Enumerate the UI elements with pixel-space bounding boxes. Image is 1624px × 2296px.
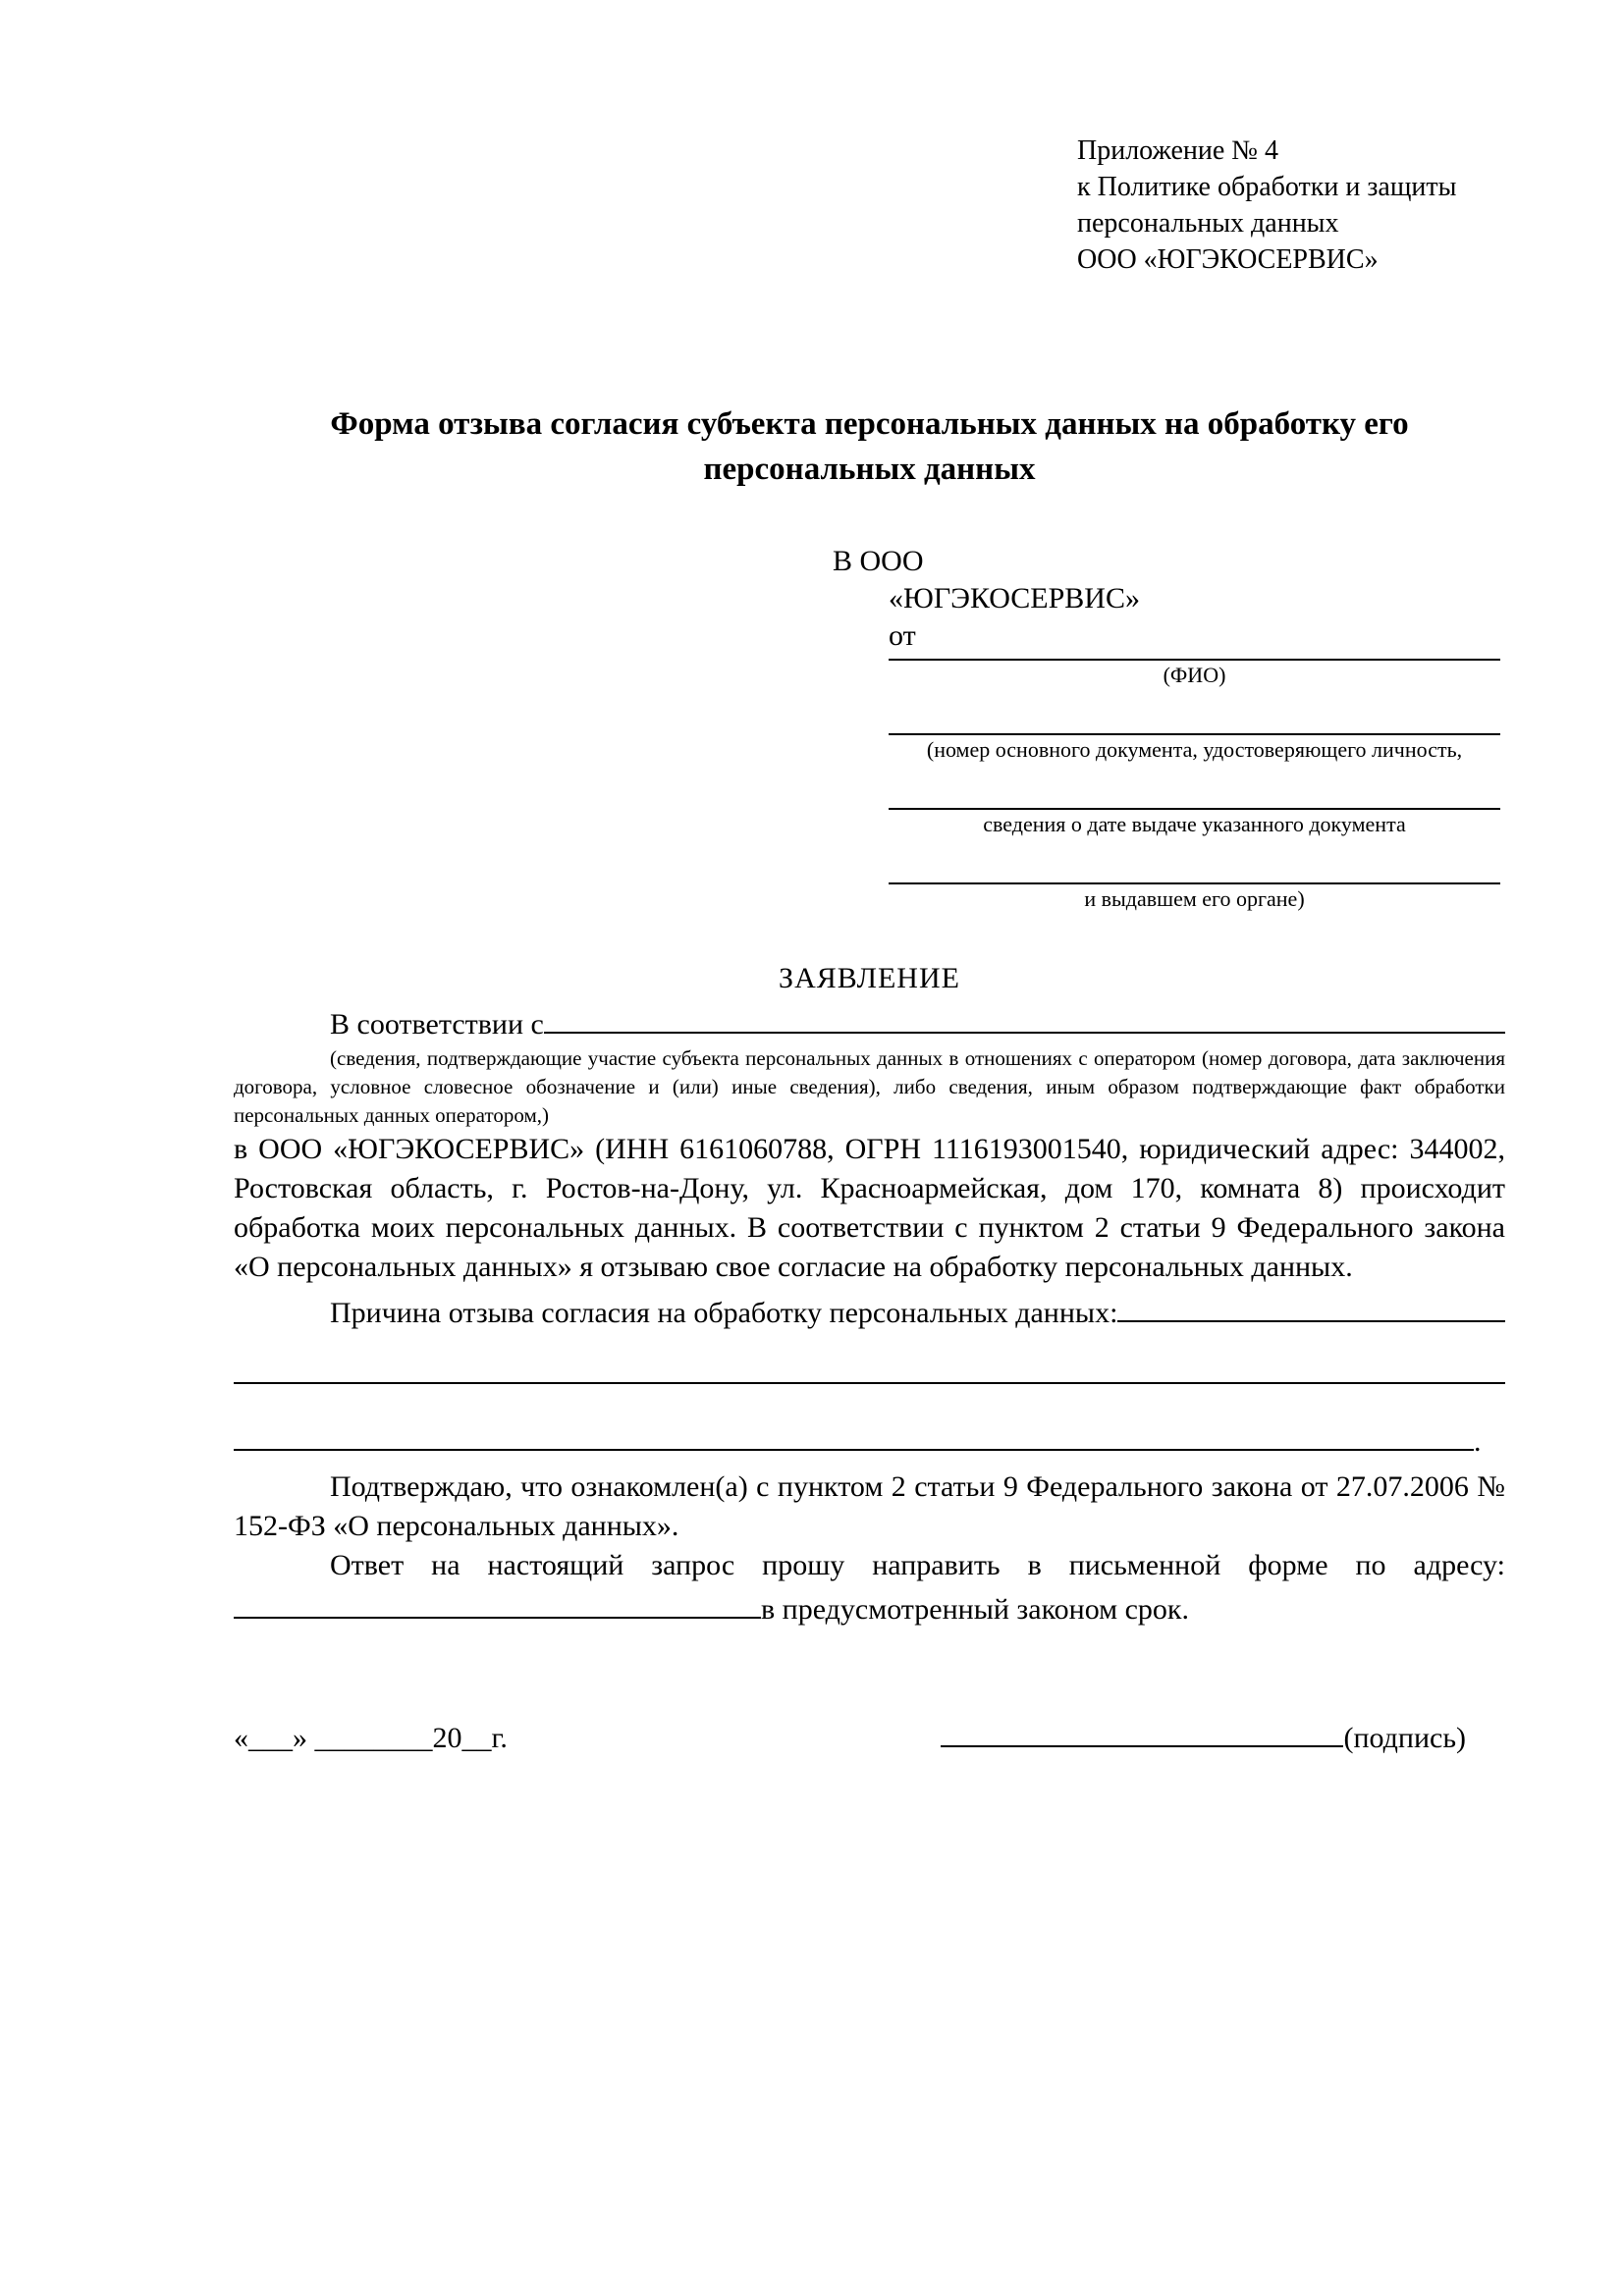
reason-blank-line (1117, 1289, 1505, 1322)
body-paragraph: в ООО «ЮГЭКОСЕРВИС» (ИНН 6161060788, ОГРН 1116193001540, юридический адрес: 344002, Ростовская область, г. Ростов-на-Дону, ул. Красноармейская, дом 170, комната 8) происходит обработка моих персональных данных. В соответствии с пунктом 2 статьи 9 Федерального закона «О персональных данных» я отзываю свое согласие на обработку персональных данных. (234, 1133, 1505, 1283)
appendix-reference (1077, 133, 1505, 278)
reply-address-blank-line (234, 1585, 761, 1619)
reply-address-row (234, 1585, 1505, 1629)
intro-blank-line (544, 1000, 1505, 1034)
reason-final-blank-row (234, 1417, 1505, 1462)
addressee-org-prefix: В ООО (833, 545, 924, 577)
date-signature-row (234, 1714, 1505, 1758)
issue-date-caption: сведения о дате выдаче указанного документа (983, 812, 1406, 836)
signature-group (941, 1714, 1466, 1758)
addressee-from-label: от (889, 619, 916, 652)
intro-lead-text: В соответствии с (330, 1008, 544, 1041)
period-after-blank: . (1474, 1425, 1482, 1458)
date-line: «___» ________20__г. (234, 1722, 508, 1754)
signature-blank-line (941, 1714, 1343, 1747)
document-number-caption: (номер основного документа, удостоверяющего личность, (926, 737, 1463, 762)
reply-request-line: Ответ на настоящий запрос прошу направить в письменной форме по адресу: (330, 1549, 1505, 1581)
intro-line (234, 1000, 1505, 1044)
reason-continuation-blank-line (234, 1378, 1505, 1384)
reason-line (234, 1289, 1505, 1333)
reply-tail-text: в предусмотренный законом срок. (761, 1593, 1189, 1626)
addressee-org-name: «ЮГЭКОСЕРВИС» (889, 582, 1140, 614)
confirmation-paragraph: Подтверждаю, что ознакомлен(а) с пунктом 2 статьи 9 Федерального закона от 27.07.2006 № 152-ФЗ «О персональных данных». (234, 1470, 1505, 1542)
issuing-authority-caption: и выдавшем его органе) (1084, 886, 1305, 911)
document-title: Форма отзыва согласия субъекта персональных данных на обработку его персональных данных (330, 406, 1409, 487)
reason-final-blank-line (234, 1417, 1474, 1451)
reason-lead-text: Причина отзыва согласия на обработку персональных данных: (330, 1297, 1118, 1329)
appendix-reference-line: к Политике обработки и защиты (1077, 172, 1457, 202)
fine-print-note: (сведения, подтверждающие участие субъекта персональных данных в отношениях с оператором (номер договора, дата заключения договора, условное словесное обозначение и (или) иные сведения), либо сведения, иным образом подтверждающие факт обработки персональных данных оператором,) (234, 1046, 1505, 1127)
addressee-block (833, 543, 1500, 912)
fio-caption: (ФИО) (1163, 663, 1226, 687)
signature-caption: (подпись) (1343, 1722, 1466, 1754)
statement-heading: ЗАЯВЛЕНИЕ (779, 962, 960, 994)
appendix-reference-line: персональных данных (1077, 208, 1339, 239)
appendix-reference-line: ООО «ЮГЭКОСЕРВИС» (1077, 244, 1379, 275)
appendix-reference-line: Приложение № 4 (1077, 135, 1278, 166)
